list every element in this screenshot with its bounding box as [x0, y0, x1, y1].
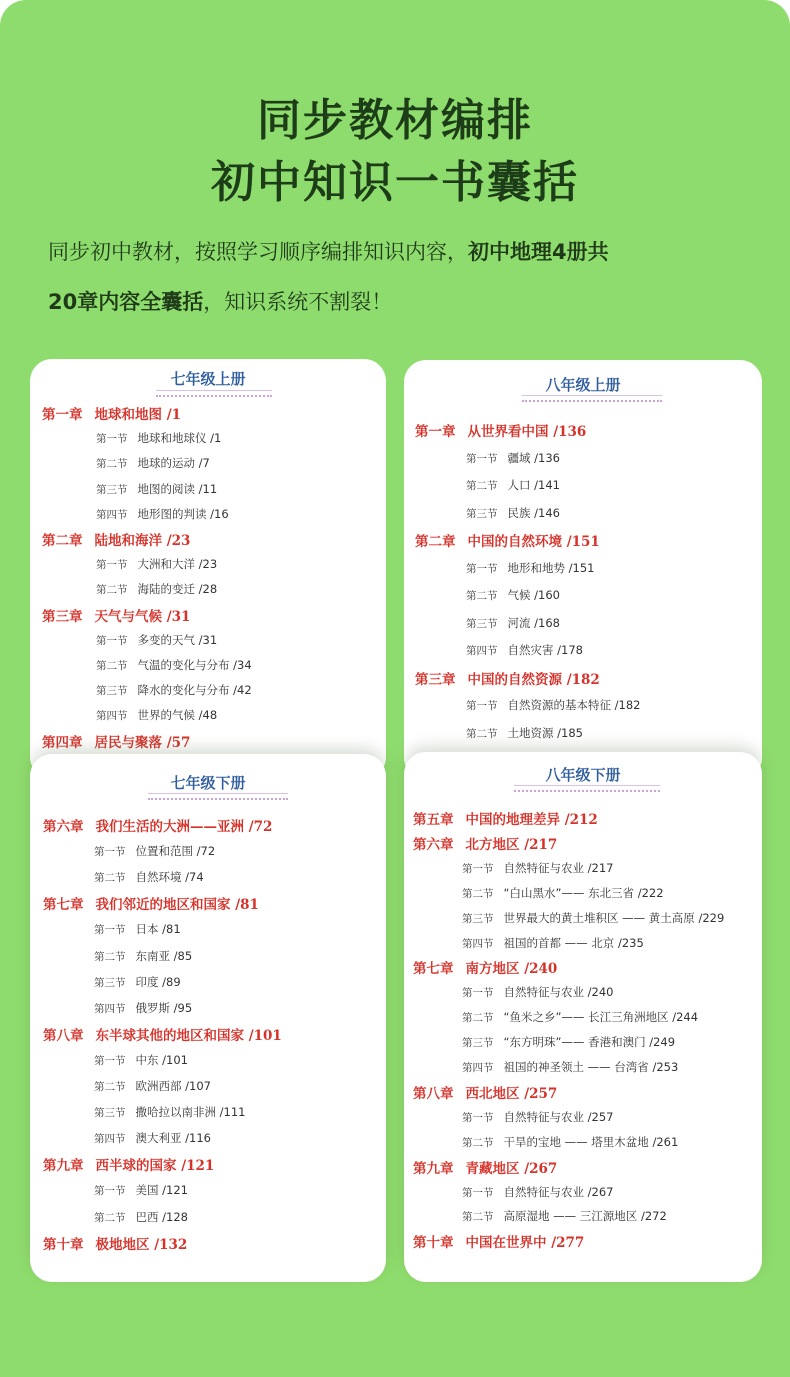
section-row: [96, 707, 217, 723]
chapter-title: 天气与气候 /31: [94, 608, 191, 625]
section-row: [94, 1000, 192, 1016]
intro-line1-bold: 初中地理4册共: [468, 240, 609, 264]
section-number: 第二节: [462, 1012, 494, 1025]
chapter-number: 第一章: [415, 424, 456, 440]
section-title: 自然特征与农业 /257: [503, 1109, 614, 1124]
section-row: [466, 450, 560, 466]
chapter-title: 陆地和海洋 /23: [94, 533, 191, 549]
section-row: [96, 430, 221, 446]
section-number: 第一节: [466, 562, 498, 575]
section-row: [94, 948, 192, 964]
toc-card-grade7-vol1: [30, 359, 386, 779]
section-number: 第二节: [466, 727, 498, 740]
chapter-title: 西半球的国家 /121: [95, 1158, 215, 1175]
section-number: 第三节: [466, 617, 498, 630]
card-title: 七年级下册: [170, 774, 246, 792]
card-title: 七年级上册: [170, 370, 246, 388]
toc-card-grade7-vol2: [30, 754, 386, 1282]
section-number: 第一节: [94, 1185, 126, 1198]
section-number: 第四节: [94, 1133, 126, 1146]
section-title: 地球和地球仪 /1: [137, 431, 222, 446]
chapter-title: 从世界看中国 /136: [467, 424, 587, 440]
section-number: 第二节: [466, 480, 498, 492]
chapter-number: 第八章: [43, 1027, 84, 1044]
chapter-number: 第五章: [413, 812, 454, 828]
section-number: 第三节: [94, 1107, 126, 1120]
section-title: 干旱的宝地 —— 塔里木盆地 /261: [503, 1134, 679, 1149]
section-title: “白山黑水”—— 东北三省 /222: [503, 885, 664, 900]
chapter-title: 极地地区 /132: [95, 1236, 188, 1253]
section-row: [462, 1109, 613, 1125]
chapter-row: [43, 1024, 282, 1044]
section-row: [96, 632, 217, 648]
chapter-number: 第十章: [413, 1235, 454, 1252]
section-title: 美国 /121: [135, 1183, 188, 1198]
section-number: 第一节: [462, 1111, 494, 1124]
section-row: [466, 725, 583, 741]
toc-card-grade8-vol1: [404, 360, 762, 780]
section-number: 第一节: [94, 846, 126, 859]
section-title: 澳大利亚 /116: [135, 1131, 211, 1146]
section-row: [462, 1009, 698, 1025]
chapter-row: [415, 668, 600, 688]
section-row: [96, 657, 252, 673]
section-row: [462, 935, 644, 951]
section-number: 第一节: [96, 559, 128, 572]
section-number: 第四节: [462, 937, 494, 950]
chapter-number: 第六章: [43, 819, 84, 835]
section-row: [96, 481, 217, 497]
chapter-row: [43, 1233, 187, 1253]
section-row: [466, 615, 560, 631]
chapter-row: [413, 1231, 584, 1251]
section-number: 第二节: [94, 872, 126, 885]
section-number: 第二节: [462, 1136, 494, 1149]
title-ornament: [156, 387, 272, 397]
section-number: 第四节: [462, 1062, 494, 1074]
section-number: 第四节: [466, 645, 498, 657]
section-number: 第二节: [462, 1211, 494, 1224]
section-title: 人口 /141: [507, 478, 560, 492]
section-number: 第四节: [96, 508, 128, 521]
section-number: 第三节: [94, 976, 126, 989]
intro-line1: [48, 236, 748, 266]
section-row: [94, 921, 181, 937]
section-title: 东南亚 /85: [135, 948, 193, 963]
chapter-title: 中国的自然资源 /182: [467, 671, 600, 688]
section-number: 第三节: [462, 1037, 494, 1050]
chapter-number: 第七章: [413, 961, 454, 978]
section-title: 祖国的首都 —— 北京 /235: [503, 935, 644, 950]
chapter-title: 我们生活的大洲——亚洲 /72: [95, 819, 273, 835]
title-ornament: [514, 782, 660, 792]
chapter-title: 居民与聚落 /57: [94, 734, 191, 751]
section-number: 第一节: [96, 634, 128, 647]
section-number: 第四节: [94, 1002, 126, 1015]
section-title: 气候 /160: [507, 588, 560, 602]
section-row: [462, 885, 664, 901]
chapter-title: 地球和地图 /1: [94, 407, 182, 423]
section-row: [94, 1052, 188, 1068]
section-row: [462, 1208, 667, 1224]
chapter-title: 中国在世界中 /277: [465, 1235, 585, 1252]
section-title: “鱼米之乡”—— 长江三角洲地区 /244: [503, 1010, 699, 1025]
section-number: 第一节: [94, 924, 126, 937]
section-title: “东方明珠”—— 香港和澳门 /249: [503, 1035, 676, 1050]
section-row: [462, 1184, 613, 1200]
chapter-title: 南方地区 /240: [465, 961, 558, 978]
section-title: 俄罗斯 /95: [135, 1000, 193, 1015]
section-row: [462, 984, 613, 1000]
chapter-row: [415, 530, 600, 550]
section-title: 撒哈拉以南非洲 /111: [135, 1105, 246, 1120]
chapter-number: 第九章: [43, 1158, 84, 1175]
section-row: [94, 1104, 245, 1120]
section-row: [462, 1134, 678, 1150]
toc-card-grade8-vol2: [404, 752, 762, 1282]
chapter-number: 第七章: [43, 897, 84, 914]
section-row: [462, 910, 724, 926]
section-title: 地图的阅读 /11: [137, 481, 218, 496]
section-title: 海陆的变迁 /28: [137, 582, 218, 597]
chapter-row: [43, 1154, 214, 1174]
section-row: [96, 455, 210, 471]
section-row: [466, 587, 560, 603]
section-title: 自然特征与农业 /240: [503, 985, 614, 1000]
section-title: 民族 /146: [507, 505, 560, 520]
section-title: 多变的天气 /31: [137, 632, 218, 647]
chapter-row: [413, 1082, 557, 1102]
main-title-line1: 同步教材编排: [257, 95, 533, 146]
section-row: [94, 974, 181, 990]
section-number: 第三节: [466, 507, 498, 520]
chapter-number: 第十章: [43, 1236, 84, 1253]
section-number: 第一节: [462, 987, 494, 1000]
chapter-row: [42, 529, 190, 549]
section-row: [94, 1182, 188, 1198]
section-row: [94, 1130, 211, 1146]
chapter-number: 第三章: [415, 671, 456, 688]
section-number: 第二节: [96, 458, 128, 471]
chapter-number: 第二章: [42, 533, 83, 549]
section-row: [96, 682, 252, 698]
section-row: [466, 505, 560, 521]
intro-line2-bold: 20章内容全囊括: [48, 290, 204, 314]
chapter-row: [413, 833, 557, 853]
section-title: 河流 /168: [507, 615, 560, 630]
section-number: 第三节: [462, 912, 494, 925]
chapter-title: 西北地区 /257: [465, 1085, 558, 1102]
section-title: 欧洲西部 /107: [135, 1079, 211, 1093]
section-number: 第二节: [466, 590, 498, 602]
section-number: 第一节: [466, 700, 498, 712]
section-number: 第二节: [94, 1081, 126, 1093]
chapter-number: 第二章: [415, 534, 456, 550]
section-number: 第一节: [466, 452, 498, 465]
chapter-title: 我们邻近的地区和国家 /81: [95, 897, 259, 914]
section-title: 自然灾害 /178: [507, 643, 583, 657]
chapter-title: 青藏地区 /267: [465, 1160, 558, 1177]
chapter-row: [42, 605, 190, 625]
section-title: 祖国的神圣领土 —— 台湾省 /253: [503, 1060, 679, 1074]
section-title: 大洲和大洋 /23: [137, 557, 218, 572]
section-row: [466, 560, 594, 576]
section-number: 第二节: [462, 887, 494, 900]
chapter-title: 东半球其他的地区和国家 /101: [95, 1027, 282, 1044]
section-title: 高原湿地 —— 三江源地区 /272: [503, 1209, 667, 1224]
section-title: 自然特征与农业 /217: [503, 860, 614, 875]
chapter-number: 第一章: [42, 407, 83, 423]
section-number: 第一节: [462, 862, 494, 875]
section-row: [96, 556, 217, 572]
section-title: 土地资源 /185: [507, 725, 583, 740]
section-title: 气温的变化与分布 /34: [137, 658, 252, 672]
chapter-number: 第四章: [42, 734, 83, 751]
section-title: 世界的气候 /48: [137, 708, 218, 723]
intro-line2-normal: ，知识系统不割裂！: [203, 290, 393, 314]
section-row: [94, 869, 204, 885]
chapter-row: [413, 808, 598, 828]
section-title: 地形和地势 /151: [507, 560, 595, 575]
intro-line1-normal: 同步初中教材，按照学习顺序编排知识内容，: [48, 240, 468, 264]
chapter-title: 中国的自然环境 /151: [467, 534, 600, 550]
section-number: 第一节: [462, 1186, 494, 1199]
section-row: [462, 1034, 675, 1050]
chapter-number: 第三章: [42, 608, 83, 625]
section-number: 第二节: [94, 1211, 126, 1224]
section-number: 第四节: [96, 710, 128, 723]
section-title: 自然特征与农业 /267: [503, 1184, 614, 1199]
chapter-row: [43, 893, 259, 913]
chapter-row: [413, 957, 557, 977]
section-number: 第二节: [94, 950, 126, 963]
section-row: [96, 506, 229, 522]
chapter-row: [415, 420, 586, 440]
section-title: 降水的变化与分布 /42: [137, 683, 252, 698]
section-row: [466, 697, 640, 713]
section-title: 印度 /89: [135, 974, 181, 989]
section-row: [94, 1078, 211, 1094]
card-title: 八年级上册: [545, 376, 621, 394]
section-title: 地球的运动 /7: [137, 456, 210, 471]
intro-line2: [48, 286, 748, 316]
chapter-row: [42, 403, 181, 423]
chapter-row: [413, 1157, 557, 1177]
chapter-title: 北方地区 /217: [465, 836, 558, 853]
section-number: 第二节: [96, 584, 128, 597]
section-title: 自然资源的基本特征 /182: [507, 698, 641, 712]
main-title-line2: 初中知识一书囊括: [211, 157, 579, 208]
section-row: [94, 843, 215, 859]
title-ornament: [522, 392, 662, 402]
section-title: 世界最大的黄土堆积区 —— 黄土高原 /229: [503, 910, 725, 925]
chapter-row: [42, 731, 190, 751]
section-title: 中东 /101: [135, 1052, 188, 1067]
section-number: 第三节: [96, 483, 128, 496]
section-row: [466, 477, 560, 493]
section-title: 自然环境 /74: [135, 870, 204, 885]
chapter-number: 第九章: [413, 1160, 454, 1177]
section-row: [96, 581, 217, 597]
section-number: 第一节: [94, 1054, 126, 1067]
section-title: 日本 /81: [135, 922, 181, 937]
section-number: 第二节: [96, 660, 128, 672]
chapter-title: 中国的地理差异 /212: [465, 812, 598, 828]
chapter-row: [43, 815, 272, 835]
section-title: 地形图的判读 /16: [137, 506, 229, 521]
section-row: [94, 1209, 188, 1225]
section-title: 疆域 /136: [507, 450, 560, 465]
section-title: 位置和范围 /72: [135, 844, 216, 859]
section-row: [462, 1059, 678, 1075]
chapter-number: 第八章: [413, 1085, 454, 1102]
section-row: [466, 642, 583, 658]
section-number: 第一节: [96, 433, 128, 446]
section-row: [462, 860, 613, 876]
section-title: 巴西 /128: [135, 1209, 188, 1224]
chapter-number: 第六章: [413, 836, 454, 853]
section-number: 第三节: [96, 685, 128, 698]
card-title: 八年级下册: [545, 766, 621, 784]
title-ornament: [148, 790, 288, 800]
